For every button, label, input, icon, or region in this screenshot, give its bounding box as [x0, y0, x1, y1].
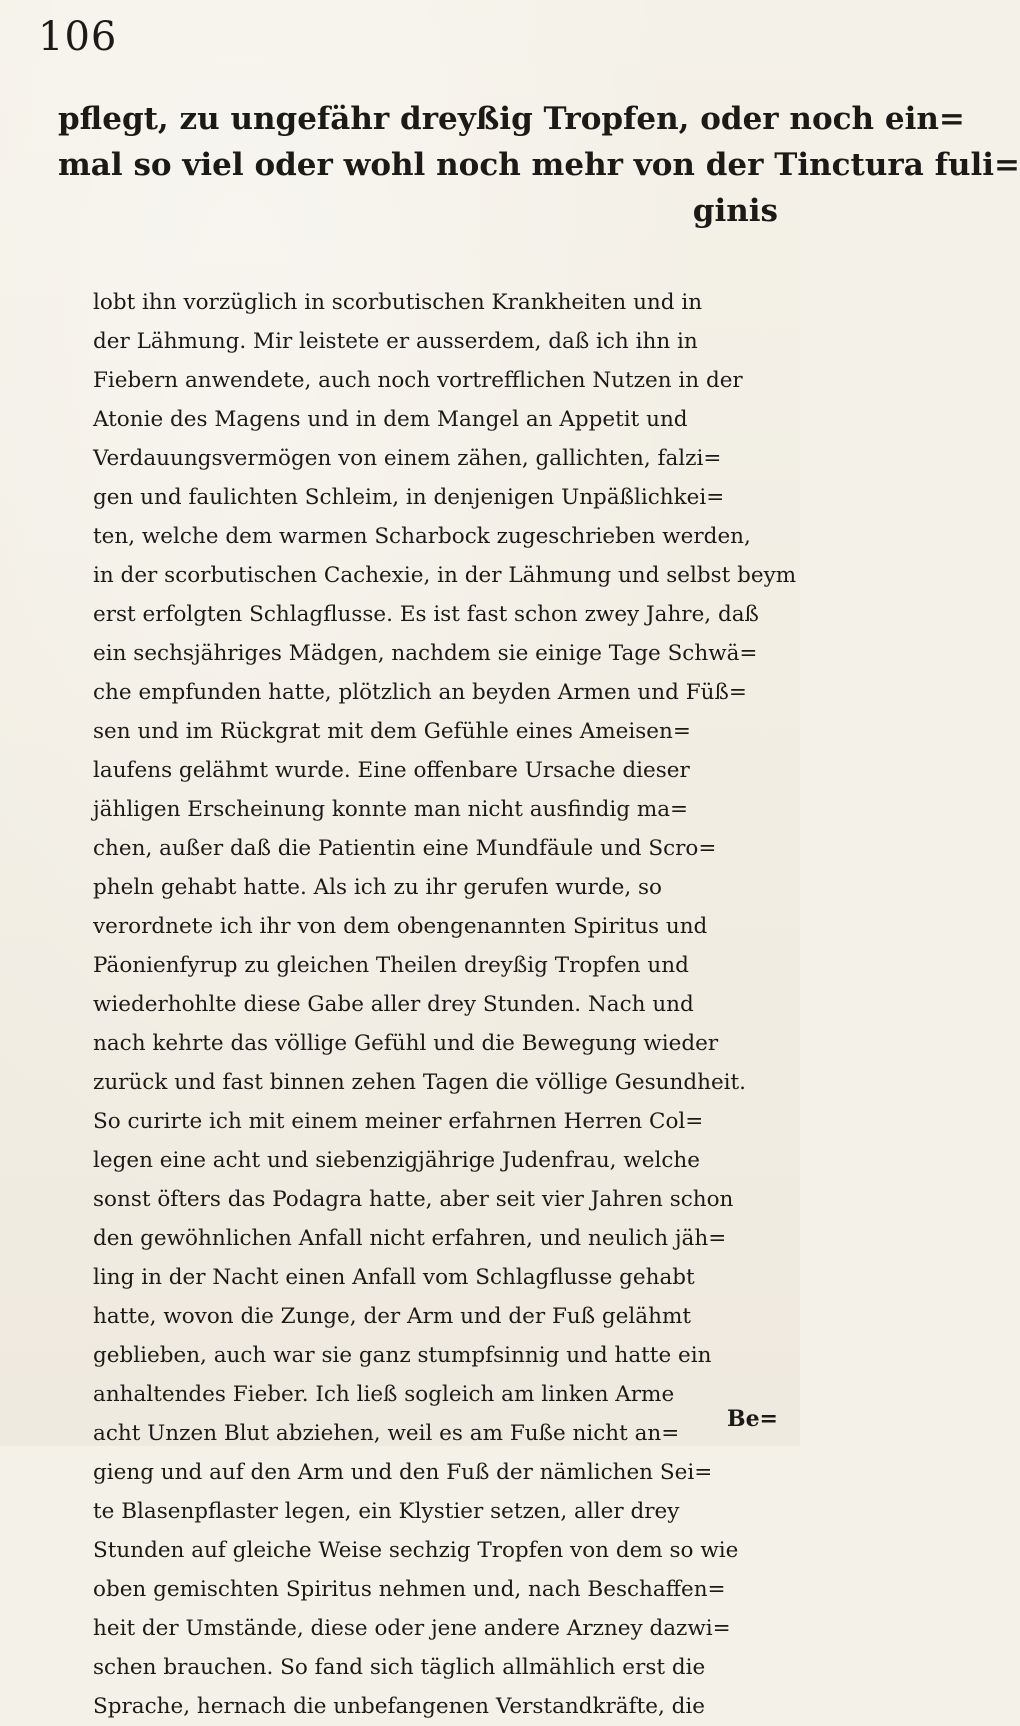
- body-line: anhaltendes Fieber. Ich ließ sogleich am linken Arme: [93, 1382, 675, 1407]
- body-paragraph: [93, 283, 797, 1726]
- body-line: der Lähmung. Mir leistete er ausserdem, daß ich ihn in: [93, 329, 698, 354]
- body-line: legen eine acht und siebenzigjährige Judenfrau, welche: [93, 1148, 700, 1173]
- body-line: chen, außer daß die Patientin eine Mundfäule und Scro=: [93, 836, 717, 861]
- body-line: gieng und auf den Arm und den Fuß der nämlichen Sei=: [93, 1460, 713, 1485]
- body-line: ling in der Nacht einen Anfall vom Schlagflusse gehabt: [93, 1265, 695, 1290]
- page-number: 106: [38, 14, 118, 60]
- body-line: sonst öfters das Podagra hatte, aber seit vier Jahren schon: [93, 1187, 734, 1212]
- body-line: heit der Umstände, diese oder jene andere Arzney dazwi=: [93, 1616, 731, 1641]
- body-line: geblieben, auch war sie ganz stumpfsinnig und hatte ein: [93, 1343, 712, 1368]
- body-line: erst erfolgten Schlagflusse. Es ist fast schon zwey Jahre, daß: [93, 602, 759, 627]
- body-line: Päonienfyrup zu gleichen Theilen dreyßig Tropfen und: [93, 953, 689, 978]
- body-line: zurück und fast binnen zehen Tagen die völlige Gesundheit.: [93, 1070, 747, 1095]
- body-line: laufens gelähmt wurde. Eine offenbare Ursache dieser: [93, 758, 690, 783]
- body-line: ten, welche dem warmen Scharbock zugeschrieben werden,: [93, 524, 751, 549]
- body-line: Stunden auf gleiche Weise sechzig Tropfen von dem so wie: [93, 1538, 739, 1563]
- body-line: Sprache, hernach die unbefangenen Verstandkräfte, die: [93, 1694, 705, 1719]
- body-line: oben gemischten Spiritus nehmen und, nach Beschaffen=: [93, 1577, 726, 1602]
- body-line: Verdauungsvermögen von einem zähen, gallichten, falzi=: [93, 446, 722, 471]
- body-line: jähligen Erscheinung konnte man nicht ausfindig ma=: [93, 797, 689, 822]
- body-line: Atonie des Magens und in dem Mangel an Appetit und: [93, 407, 688, 432]
- body-line: sen und im Rückgrat mit dem Gefühle eines Ameisen=: [93, 719, 691, 744]
- body-line: in der scorbutischen Cachexie, in der Lähmung und selbst beym: [93, 563, 797, 588]
- body-line: schen brauchen. So fand sich täglich allmählich erst die: [93, 1655, 706, 1680]
- catchword: Be=: [726, 1406, 778, 1432]
- body-line: lobt ihn vorzüglich in scorbutischen Krankheiten und in: [93, 290, 703, 315]
- intro-line: pflegt, zu ungefähr dreyßig Tropfen, oder noch ein=: [58, 101, 965, 137]
- body-line: te Blasenpflaster legen, ein Klystier setzen, aller drey: [93, 1499, 680, 1524]
- body-line: gen und faulichten Schleim, in denjenigen Unpäßlichkei=: [93, 485, 725, 510]
- body-line: ein sechsjähriges Mädgen, nachdem sie einige Tage Schwä=: [93, 641, 758, 666]
- body-line: So curirte ich mit einem meiner erfahrnen Herren Col=: [93, 1109, 704, 1134]
- body-line: acht Unzen Blut abziehen, weil es am Fuße nicht an=: [93, 1421, 680, 1446]
- body-line: pheln gehabt hatte. Als ich zu ihr gerufen wurde, so: [93, 875, 662, 900]
- body-line: nach kehrte das völlige Gefühl und die Bewegung wieder: [93, 1031, 719, 1056]
- body-line: wiederhohlte diese Gabe aller drey Stunden. Nach und: [93, 992, 694, 1017]
- intro-line: ginis: [692, 193, 778, 229]
- body-line: Fiebern anwendete, auch noch vortrefflichen Nutzen in der: [93, 368, 743, 393]
- body-line: che empfunden hatte, plötzlich an beyden Armen und Füß=: [93, 680, 747, 705]
- intro-line: mal so viel oder wohl noch mehr von der Tinctura fuli=: [58, 147, 1020, 183]
- body-line: verordnete ich ihr von dem obengenannten Spiritus und: [93, 914, 708, 939]
- body-line: den gewöhnlichen Anfall nicht erfahren, und neulich jäh=: [93, 1226, 727, 1251]
- intro-paragraph: [58, 96, 1020, 234]
- body-line: hatte, wovon die Zunge, der Arm und der Fuß gelähmt: [93, 1304, 691, 1329]
